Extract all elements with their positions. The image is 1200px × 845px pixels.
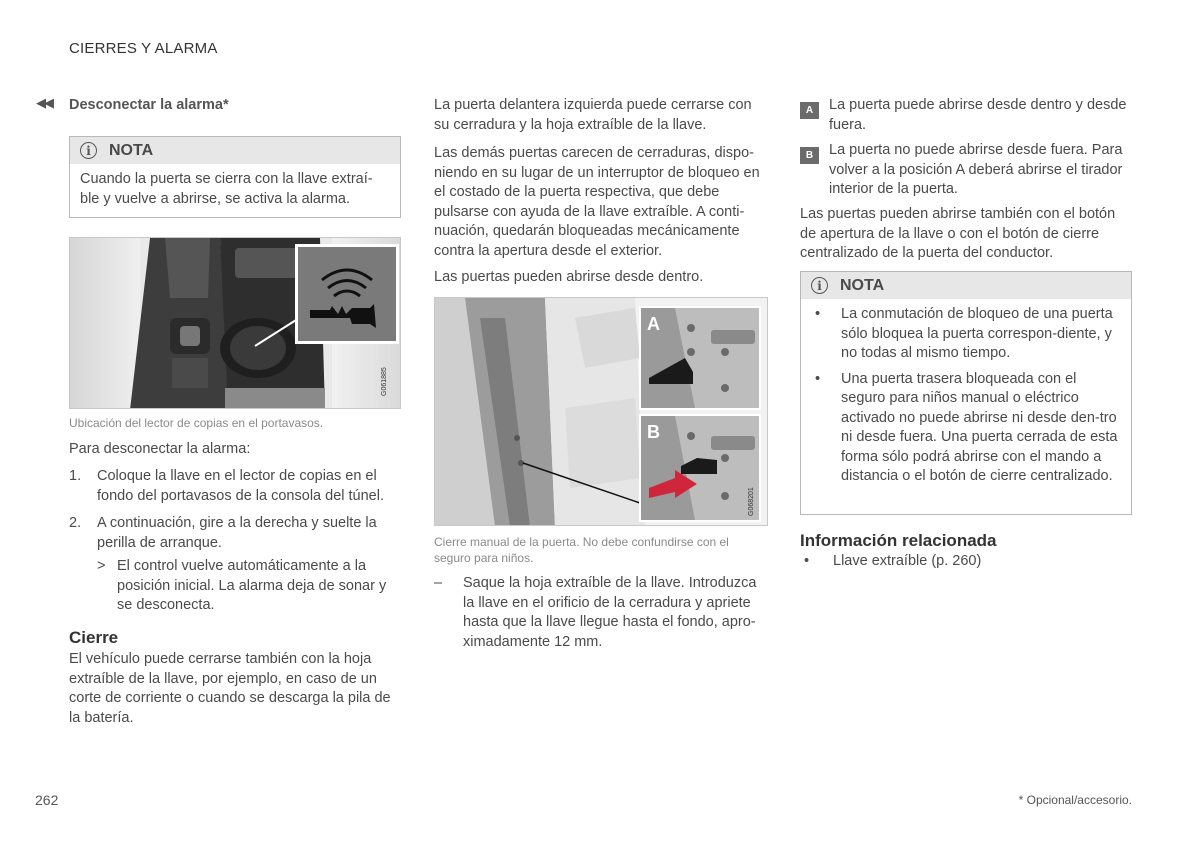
- related-info-heading: Información relacionada: [800, 531, 997, 550]
- related-link[interactable]: Llave extraíble (p. 260): [833, 553, 982, 569]
- step-2: [69, 514, 401, 553]
- figure-caption: Ubicación del lector de copias en el portavasos.: [69, 416, 324, 430]
- figure-caption: Cierre manual de la puerta. No debe confundirse con el seguro para niños.: [434, 535, 729, 565]
- position-b-text: La puerta no puede abrirse desde fuera. Para volver a la posición A deberá abrirse el tirador interior de la puerta.: [829, 142, 1123, 197]
- page-number: 262: [35, 792, 59, 808]
- note-text: Cuando la puerta se cierra con la llave extraí-ble y vuelve a abrirse, se activa la alarma.: [80, 171, 373, 207]
- dash-marker: –: [434, 575, 443, 591]
- bullet: •: [815, 306, 821, 322]
- note-box: [800, 271, 1132, 515]
- intro-text: Para desconectar la alarma:: [69, 441, 251, 457]
- position-a-badge: A: [800, 102, 819, 119]
- dash-instruction: [434, 574, 767, 652]
- paragraph-front-door: La puerta delantera izquierda puede cerrarse con su cerradura y la hoja extraíble de la llave.: [434, 97, 752, 133]
- step-number: 2.: [69, 515, 82, 531]
- related-list: [800, 552, 1132, 572]
- paragraph-other-doors: Las demás puertas carecen de cerraduras, dispo-niendo en su lugar de un interruptor de bloqueo en el costado de la puerta respectiva, que debe pulsarse con ayuda de la llave extraíble. A conti-nuación, quedarán bloqueadas mecánicamente contra la apertura desde el exterior.: [434, 145, 760, 259]
- step-text: A continuación, gire a la derecha y suelte la perilla de arranque.: [97, 515, 377, 551]
- info-icon: i: [811, 277, 828, 294]
- note-header: [801, 272, 1131, 299]
- figure-manual-lock: [434, 297, 768, 526]
- position-a: [800, 96, 1132, 135]
- paragraph-open-inside: Las puertas pueden abrirse desde dentro.: [434, 269, 704, 285]
- note-header: [70, 137, 400, 164]
- cierre-heading: Cierre: [69, 628, 119, 647]
- note-list-item: [811, 370, 1121, 487]
- dash-text: Saque la hoja extraíble de la llave. Introduzca la llave en el orificio de la cerradura y apriete hasta que la llave llegue hasta el fondo, apro-ximadamente 12 mm.: [463, 575, 757, 650]
- bullet: •: [815, 370, 821, 387]
- note-title: NOTA: [109, 141, 154, 159]
- result-text: El control vuelve automáticamente a la posición inicial. La alarma deja de sonar y se desconecta.: [117, 558, 387, 613]
- key-reader-illustration: [70, 238, 401, 409]
- section-title: Desconectar la alarma*: [69, 97, 229, 113]
- double-chevron-left-icon[interactable]: ◀◀: [36, 95, 52, 110]
- note-list: [801, 299, 1131, 495]
- note-list-item: [811, 305, 1121, 364]
- step-1: [69, 467, 401, 506]
- result-marker: >: [97, 558, 106, 574]
- footnote: * Opcional/accesorio.: [1018, 793, 1132, 807]
- note-item-text: La conmutación de bloqueo de una puerta sólo bloquea la puerta correspon-diente, y no todas al mismo tiempo.: [841, 306, 1113, 361]
- figure-code: G068201: [748, 487, 755, 516]
- position-a-text: La puerta puede abrirse desde dentro y desde fuera.: [829, 97, 1127, 133]
- note-item-text: Una puerta trasera bloqueada con el seguro para niños manual o eléctrico activado no puede abrirse ni desde den-tro ni desde fuera. Una puerta cerrada de esta forma sólo podrá abrirse con el mando a distancia o el botón de cierre centralizado.: [841, 370, 1118, 484]
- panel-b-label: B: [647, 422, 660, 442]
- panel-a-label: A: [647, 314, 660, 334]
- running-header: CIERRES Y ALARMA: [69, 40, 218, 57]
- step-number: 1.: [69, 468, 82, 484]
- figure-code: G061885: [381, 367, 388, 396]
- note-box: [69, 136, 401, 218]
- step-text: Coloque la llave en el lector de copias en el fondo del portavasos de la consola del túnel.: [97, 468, 384, 504]
- position-b-badge: B: [800, 147, 819, 164]
- paragraph-open-buttons: Las puertas pueden abrirse también con el botón de apertura de la llave o con el botón de cierre centralizado de la puerta del conductor.: [800, 206, 1116, 261]
- figure-key-reader: [69, 237, 401, 409]
- bullet: •: [804, 553, 810, 569]
- manual-lock-illustration: [435, 298, 768, 526]
- position-b: [800, 141, 1132, 200]
- cierre-text: El vehículo puede cerrarse también con la hoja extraíble de la llave, por ejemplo, en caso de un corte de corriente o cuando se descarga la pila de la batería.: [69, 651, 391, 726]
- step-result: [97, 557, 401, 616]
- info-icon: i: [80, 142, 97, 159]
- note-title: NOTA: [840, 276, 885, 294]
